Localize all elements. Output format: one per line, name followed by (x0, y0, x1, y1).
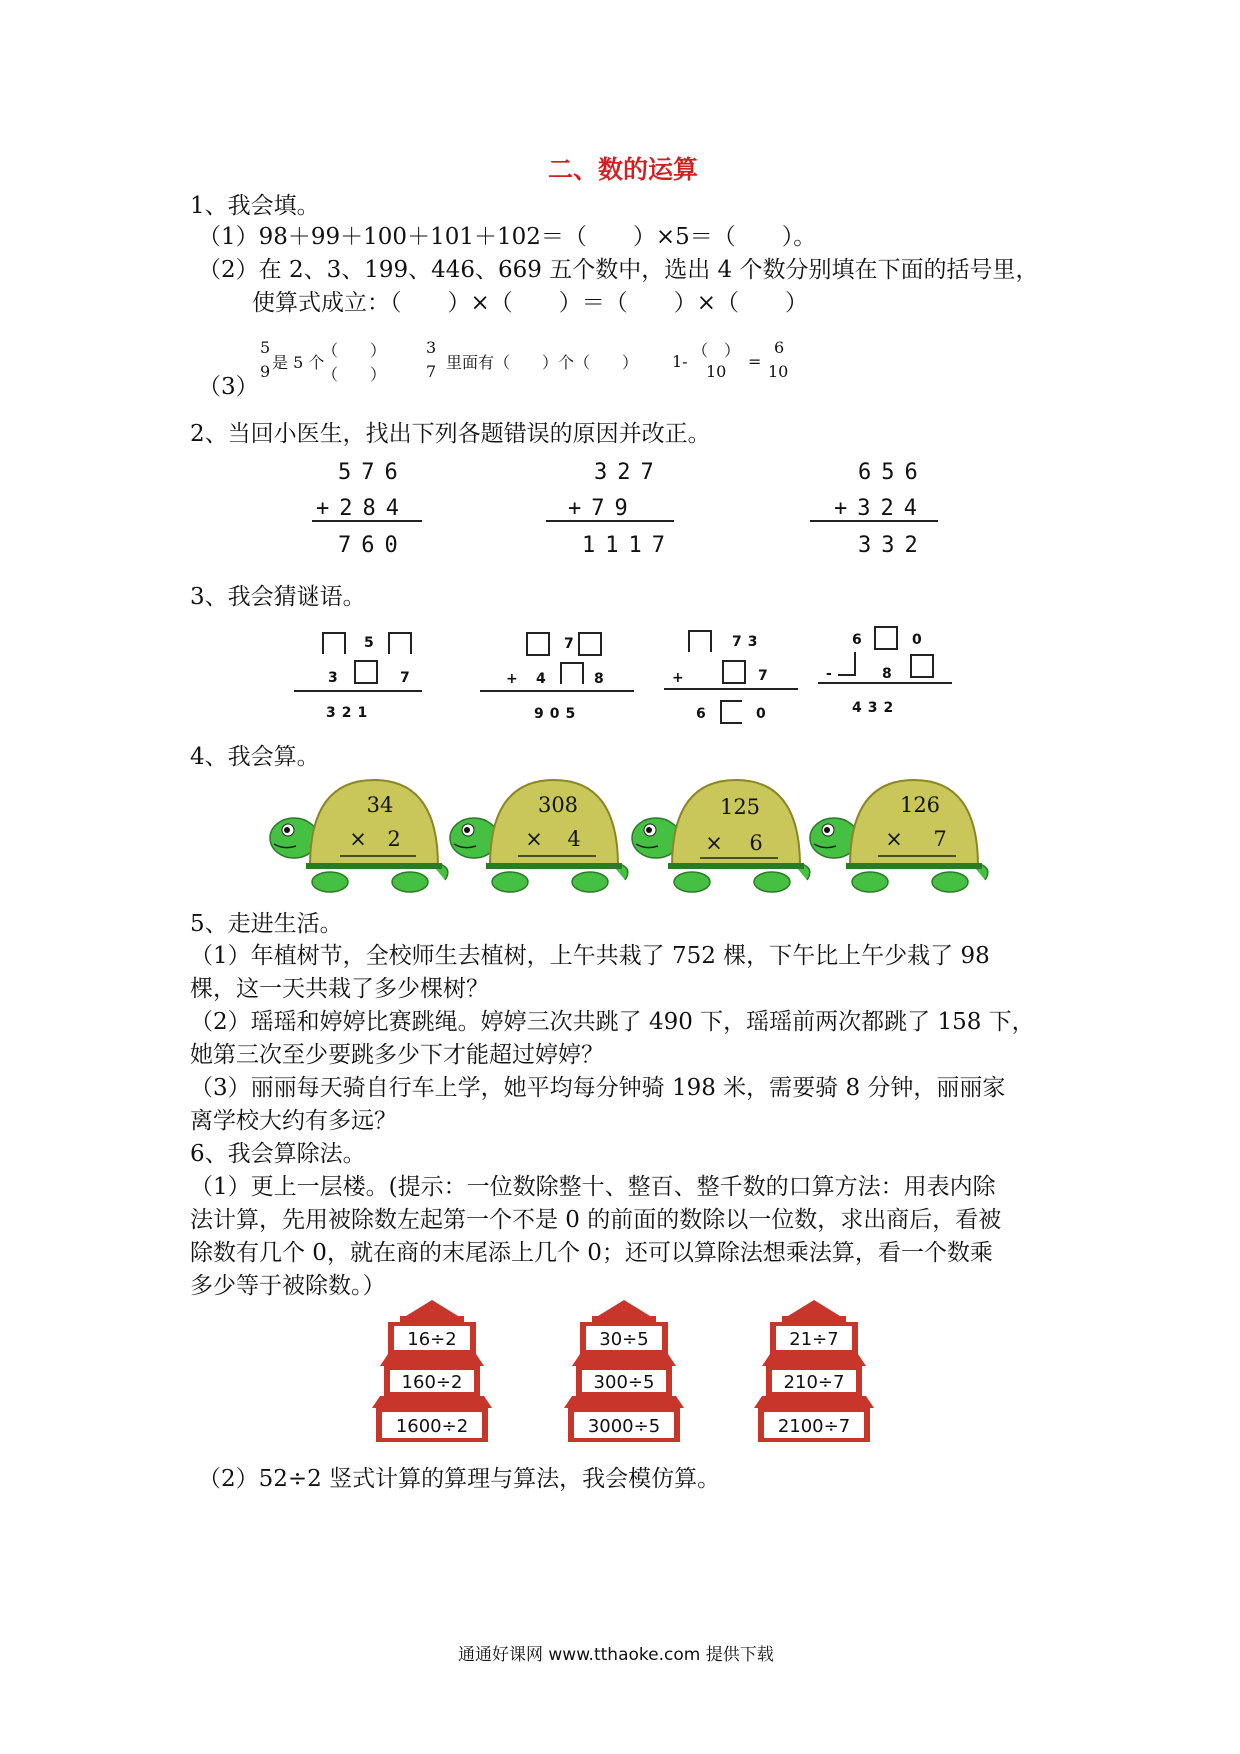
q3-a-blank-bottom: （ ） (322, 365, 387, 384)
s2-p1-underline (312, 520, 422, 522)
q3-fraction-b-denominator: 7 (426, 362, 437, 381)
s2-p1-top: 576 (338, 460, 408, 485)
puzzle3-result-left: 6 (696, 706, 712, 722)
turtle-4 (810, 780, 988, 892)
s2-p3-top: 656 (858, 460, 928, 485)
s5-q2-line-2: 她第三次至少要跳多少下才能超过婷婷？ (190, 1042, 604, 1068)
section-4-heading: 4、我会算。 (190, 744, 320, 770)
s5-q3-line-2: 离学校大约有多远？ (190, 1108, 397, 1134)
puzzle4-box-top (874, 626, 898, 650)
q3-a-text: 是 5 个 (272, 353, 325, 372)
turtle-3 (632, 780, 810, 892)
s6-question-2: （2）52÷2 竖式计算的算理与算法，我会模仿算。 (198, 1466, 721, 1492)
puzzle4-top-right: 0 (912, 632, 928, 648)
puzzle1-box-mid (354, 660, 378, 684)
s2-p3-result: 332 (858, 533, 928, 558)
turtle-2-op: × (525, 827, 543, 851)
s2-p2-top: 327 (594, 460, 664, 485)
puzzle1-mid-left: 3 (328, 670, 344, 686)
puzzle3-op: + (672, 670, 690, 686)
tower-2-level-2: 300÷5 (593, 1372, 655, 1393)
puzzle2-result: 905 (534, 706, 582, 722)
turtle-2 (450, 780, 628, 892)
puzzle3-box-result (720, 700, 742, 724)
puzzle3-box-mid (722, 660, 746, 684)
turtle-1-bottom: 2 (387, 827, 401, 851)
puzzle4-mid: 8 (882, 666, 898, 682)
q3-c-equals: = (748, 352, 762, 371)
turtle-3-bottom: 6 (749, 831, 763, 855)
s6-q1-line-3: 除数有几个 0，就在商的末尾添上几个 0；还可以算除法想乘法算，看一个数乘 (190, 1240, 993, 1266)
tower-3-level-1: 21÷7 (789, 1329, 839, 1350)
puzzle3-mid-right: 7 (758, 668, 774, 684)
puzzle4-box-mid (910, 654, 934, 678)
q3-c-denominator: 10 (706, 362, 727, 381)
puzzle2-box-top-right (578, 632, 602, 656)
tower-2-level-3: 3000÷5 (587, 1416, 661, 1437)
q3-fraction-a-numerator: 5 (260, 338, 271, 357)
s2-p2-bottom: +79 (568, 496, 638, 521)
s5-q3-line-1: （3）丽丽每天骑自行车上学，她平均每分钟骑 198 米，需要骑 8 分钟，丽丽家 (190, 1075, 1006, 1101)
puzzle1-underline (294, 690, 422, 692)
puzzle3-top-digits: 73 (732, 634, 764, 650)
section-5-heading: 5、走进生活。 (190, 911, 343, 937)
section-6-heading: 6、我会算除法。 (190, 1141, 366, 1167)
turtle-1 (270, 780, 448, 892)
s1-question-1: （1）98＋99＋100＋101＋102＝（ ）×5＝（ ）。 (198, 224, 817, 250)
s2-p2-underline (546, 520, 674, 522)
s2-p2-result: 1117 (582, 533, 675, 558)
section-2-heading: 2、当回小医生，找出下列各题错误的原因并改正。 (190, 421, 711, 447)
tower-2-level-1: 30÷5 (599, 1329, 649, 1350)
s5-q1-line-1: （1）年植树节，全校师生去植树，上午共栽了 752 棵，下午比上午少栽了 98 (190, 943, 990, 969)
puzzle3-underline (664, 688, 798, 690)
s6-q1-line-4: 多少等于被除数。） (190, 1273, 386, 1299)
q3-fraction-b-numerator: 3 (426, 338, 437, 357)
puzzle2-top-digit: 7 (564, 636, 580, 652)
puzzle2-op: + (506, 671, 524, 687)
q3-c-prefix: 1- (672, 352, 688, 371)
s2-p3-bottom: +324 (834, 496, 927, 521)
puzzle2-box-top-left (526, 632, 550, 656)
puzzle3-box-top (688, 630, 712, 652)
puzzle1-box-top-left (322, 632, 346, 654)
turtle-1-op: × (349, 827, 367, 851)
turtle-3-top: 125 (719, 795, 761, 819)
puzzle2-mid-right: 8 (594, 671, 610, 687)
s5-q1-line-2: 棵，这一天共栽了多少棵树？ (190, 976, 489, 1002)
turtle-4-op: × (885, 827, 903, 851)
s1-question-2-line-2: 使算式成立：（ ）×（ ）＝（ ）×（ ） (252, 290, 809, 316)
tower-1-level-2: 160÷2 (401, 1372, 463, 1393)
puzzle4-top-left: 6 (852, 632, 868, 648)
tower-1-level-3: 1600÷2 (395, 1416, 469, 1437)
puzzle4-corner-mark (838, 652, 856, 676)
s2-p1-bottom: +284 (316, 496, 409, 521)
puzzle2-box-mid (560, 662, 584, 684)
s5-q2-line-1: （2）瑶瑶和婷婷比赛跳绳。婷婷三次共跳了 490 下，瑶瑶前两次都跳了 158 下， (190, 1009, 1035, 1035)
puzzle1-box-top-right (388, 632, 412, 654)
tower-3-level-2: 210÷7 (783, 1372, 845, 1393)
turtle-2-top: 308 (537, 793, 579, 817)
puzzle1-top-digit: 5 (364, 635, 380, 651)
s6-q1-line-2: 法计算，先用被除数左起第一个不是 0 的前面的数除以一位数，求出商后，看被 (190, 1207, 1002, 1233)
puzzle1-mid-right: 7 (400, 670, 416, 686)
puzzle2-mid: 4 (536, 671, 552, 687)
turtle-2-bottom: 4 (567, 827, 581, 851)
q3-c-result-numerator: 6 (774, 338, 785, 357)
turtles-figure (260, 770, 1000, 910)
tower-2 (564, 1300, 684, 1442)
footer-text: 通通好课网 www.tthaoke.com 提供下载 (458, 1645, 774, 1665)
s2-p3-underline (810, 520, 938, 522)
s6-q1-line-1: （1）更上一层楼。(提示：一位数除整十、整百、整千数的口算方法：用表内除 (190, 1174, 996, 1200)
tower-3 (754, 1300, 874, 1442)
q3-b-text: 里面有（ ）个（ ） (446, 353, 639, 372)
section-1-heading: 1、我会填。 (190, 193, 320, 219)
puzzle4-op: - (826, 666, 838, 682)
puzzle3-result-right: 0 (756, 706, 772, 722)
s2-p1-result: 760 (338, 533, 408, 558)
puzzle4-result: 432 (852, 700, 900, 716)
tower-1 (372, 1300, 492, 1442)
q3-c-result-denominator: 10 (768, 362, 789, 381)
puzzle1-result: 321 (326, 705, 374, 721)
turtle-3-op: × (705, 831, 723, 855)
q3-a-blank-top: （ ） (322, 341, 387, 360)
towers-figure (370, 1300, 890, 1450)
page-title: 二、数的运算 (548, 155, 699, 184)
s1-question-3-label: （3） (198, 374, 259, 400)
turtle-1-top: 34 (366, 793, 394, 817)
q3-c-blank: （ ） (692, 341, 741, 360)
q3-fraction-a-denominator: 9 (260, 362, 271, 381)
tower-3-level-3: 2100÷7 (777, 1416, 851, 1437)
puzzle4-underline (818, 682, 952, 684)
section-3-heading: 3、我会猜谜语。 (190, 584, 366, 610)
turtle-4-bottom: 7 (933, 827, 947, 851)
puzzle2-underline (480, 690, 634, 692)
s1-question-2-line-1: （2）在 2、3、199、446、669 五个数中，选出 4 个数分别填在下面的括号里， (198, 257, 1039, 283)
turtle-4-top: 126 (899, 793, 941, 817)
tower-1-level-1: 16÷2 (407, 1329, 457, 1350)
